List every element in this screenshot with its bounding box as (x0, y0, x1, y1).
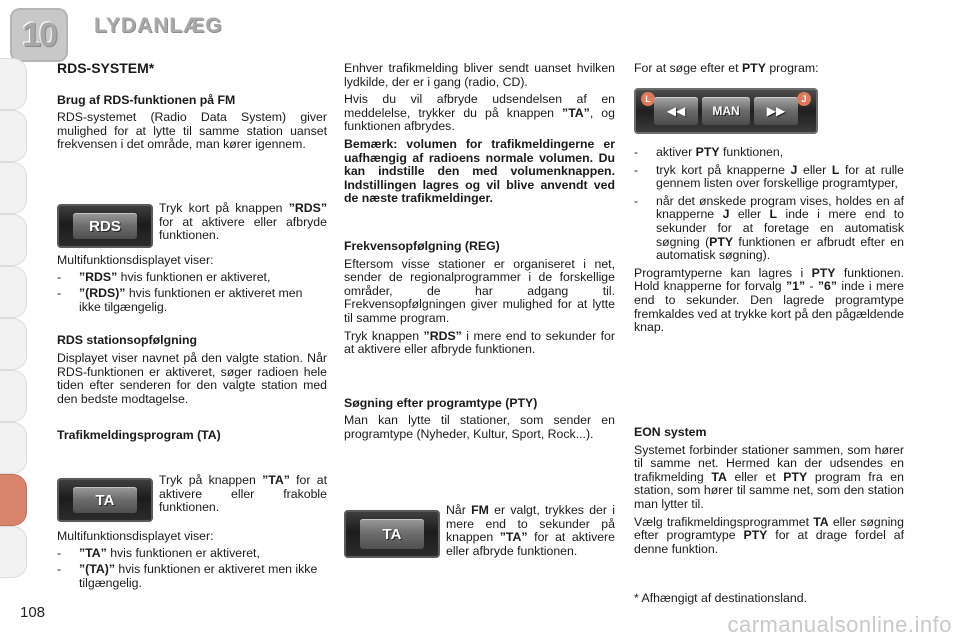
subheading-rds-station: RDS stationsopfølgning (57, 333, 198, 348)
footnote: * Afhængigt af destinationsland. (634, 591, 807, 605)
rewind-icon: ◀◀ (654, 97, 698, 125)
list-item: - når det ønskede program vises, holdes en af knapperne J eller L inde i mere end to sekunder for at foretage en automatisk søgning (PTY funktionen er afbrudt efter en automatisk søgning). (634, 193, 904, 263)
key-label: ”(RDS)” (79, 286, 126, 301)
paragraph: Enhver trafikmelding bliver sendt uanset hvilken lydkilde, der er i gang (radio, CD). (344, 61, 615, 89)
chapter-tab-active[interactable] (0, 474, 27, 526)
chapter-tab[interactable] (0, 214, 27, 266)
key-label: FM (471, 503, 489, 517)
key-label: TA (813, 514, 829, 529)
chapter-tab[interactable] (0, 422, 27, 474)
text: inde i mere end to sekunder. Den lagrede programtype fremkaldes ved at trykke kort på den pågældende knap. (634, 279, 905, 335)
display-intro: Multifunktionsdisplayet viser: (57, 529, 214, 543)
paragraph: Displayet viser navnet på den valgte station. Når RDS-funktionen er aktiveret, søger radioen hele tiden efter senderen for den valgte station med den bedste modtagelse. (57, 350, 327, 406)
paragraph: Eftersom visse stationer er organiseret i net, sender de regionalprogrammer i de forskellige områder, de har adgang til. Frekvensopfølgningen giver mulighed for at lytte til samme program. (344, 256, 615, 325)
key-label: ”RDS” (423, 328, 462, 343)
led-j: J (797, 92, 811, 106)
text: For at søge efter et (634, 61, 742, 75)
eon-section (634, 426, 904, 556)
fm-press-text (446, 504, 615, 558)
page-number: 108 (20, 604, 46, 621)
text: inde i mere end to sekunder for at foretage en automatisk søgning ( (656, 207, 904, 249)
text: for at drage fordel af denne funktion. (634, 528, 904, 556)
column-1-bottom (57, 530, 327, 590)
list-item: - ”(TA)” hvis funktionen er aktiveret men ikke tilgængelig. (57, 562, 318, 590)
ta-button-image (57, 478, 153, 522)
paragraph: Man kan lytte til stationer, som sender en programtype (Nyheder, Kultur, Sport, Rock...). (344, 413, 615, 441)
text: for at rulle gennem listen over forskellige programtyper, (656, 162, 904, 191)
text: Når (446, 503, 472, 517)
column-3 (634, 146, 904, 335)
ta-button-face: TA (73, 487, 137, 513)
paragraph (634, 267, 904, 335)
chapter-tab[interactable] (0, 110, 27, 162)
text: Tryk kort på knappen (159, 201, 289, 215)
key-label: ”TA” (562, 105, 590, 120)
ta-press-text (159, 474, 327, 515)
volume-note: Bemærk: volumen for trafikmeldingerne er uafhængig af radioens normale volumen. Du kan indstille den med volumenknappen. Indstillingen lagres og vil blive anvendt ved de næste trafikmeldinger. (344, 136, 615, 206)
text: for at aktivere eller afbryde funktionen. (446, 530, 615, 558)
text: er valgt, trykkes der i mere end to sekunder på knappen (446, 503, 615, 545)
list-item: - ”RDS” hvis funktionen er aktiveret, (57, 269, 271, 284)
text: Programtyperne kan lagres i (634, 265, 812, 280)
text: hvis funktionen er aktiveret men ikke tilgængelig. (79, 286, 303, 314)
column-1-lower (57, 254, 327, 443)
key-label: ”1” (785, 279, 806, 294)
key-label: J (790, 162, 798, 177)
subheading-pty: Søgning efter programtype (PTY) (344, 395, 538, 410)
text: - (805, 279, 818, 294)
pty-intro (634, 62, 904, 76)
man-button-face: MAN (702, 97, 750, 125)
text: i mere end to sekunder for at aktivere eller afbryde funktionen. (344, 328, 615, 357)
chapter-number: 10 (22, 16, 56, 54)
chapter-tab[interactable] (0, 58, 27, 110)
key-label: ”TA” (79, 545, 107, 560)
chapter-tab[interactable] (0, 526, 27, 578)
key-label: PTY (695, 145, 720, 159)
key-label: ”TA” (499, 530, 528, 545)
forward-icon: ▶▶ (754, 97, 798, 125)
text: tryk kort på knapperne (656, 162, 791, 177)
paragraph (634, 516, 904, 557)
text: eller søgning efter programtype (634, 514, 904, 543)
key-label: PTY (709, 234, 734, 249)
column-1 (57, 62, 327, 152)
text: Vælg trafikmeldingsprogrammet (634, 514, 814, 529)
key-label: PTY (741, 61, 766, 75)
paragraph: RDS-systemet (Radio Data System) giver mulighed for at lytte til samme station uanset frekvensen i det område, man kører igennem. (57, 110, 327, 152)
chapter-tab[interactable] (0, 370, 27, 422)
key-label: PTY (811, 265, 836, 280)
text: Hvis du vil afbryde udsendelsen af en meddelelse, trykker du på knappen (344, 92, 615, 120)
subheading-ta: Trafikmeldingsprogram (TA) (57, 428, 221, 443)
key-label: L (831, 162, 840, 177)
text: hvis funktionen er aktiveret men ikke tilgængelig. (79, 562, 318, 590)
key-label: ”6” (817, 279, 838, 294)
text: aktiver (656, 145, 696, 159)
watermark: carmanualsonline.info (727, 612, 952, 637)
ta-button-face: TA (360, 519, 424, 549)
text: for at aktivere eller afbryde funktionen. (159, 214, 327, 243)
list-item: - tryk kort på knapperne J eller L for at rulle gennem listen over forskellige programtyper, (634, 162, 904, 191)
chapter-tab[interactable] (0, 266, 27, 318)
list-item: - ”(RDS)” hvis funktionen er aktiveret men ikke tilgængelig. (57, 286, 303, 314)
subheading-rds-fm: Brug af RDS-funktionen på FM (57, 92, 236, 107)
text: Tryk knappen (344, 328, 424, 343)
paragraph (344, 93, 615, 134)
list-item: - aktiver PTY funktionen, (634, 145, 784, 159)
list-item: - ”TA” hvis funktionen er aktiveret, (57, 545, 260, 560)
key-label: PTY (743, 528, 768, 543)
text: funktionen. Hold knapperne for forvalg (634, 265, 904, 294)
subheading-eon: EON system (634, 425, 707, 439)
page-title: LYDANLÆG (94, 14, 223, 37)
text: program fra en station, som hører til samme net, som den station man lytter til. (634, 469, 904, 511)
text: hvis funktionen er aktiveret, (117, 269, 271, 284)
text: program: (765, 61, 819, 75)
column-2 (344, 62, 615, 441)
text: Systemet forbinder stationer sammen, som hører til samme net. Hermed kan der udsendes en trafikmelding (634, 442, 904, 484)
text: eller et (726, 469, 784, 484)
chapter-tab[interactable] (0, 318, 27, 370)
paragraph (344, 330, 615, 357)
text: hvis funktionen er aktiveret, (106, 545, 260, 560)
key-label: TA (711, 469, 727, 484)
chapter-tab[interactable] (0, 162, 27, 214)
key-label: ”RDS” (288, 201, 327, 215)
ta-button-image-2 (344, 510, 440, 558)
key-label: J (722, 207, 730, 222)
key-label: ”(TA)” (79, 562, 115, 577)
rds-button-face: RDS (73, 213, 137, 239)
key-label: ”TA” (262, 473, 290, 487)
text: eller (797, 162, 832, 177)
rds-button-image (57, 204, 153, 248)
display-intro: Multifunktionsdisplayet viser: (57, 253, 214, 267)
seek-buttons-image (634, 88, 818, 134)
paragraph (634, 62, 904, 76)
text: , og funktionen afbrydes. (344, 105, 615, 134)
paragraph (634, 444, 904, 512)
rds-press-text (159, 202, 327, 243)
text: for at aktivere eller frakoble funktionen. (159, 473, 327, 515)
led-l: L (641, 92, 655, 106)
text: funktionen, (719, 145, 784, 159)
chapter-badge (10, 8, 68, 62)
key-label: PTY (783, 469, 808, 484)
key-label: L (769, 207, 778, 222)
text: eller (729, 207, 770, 222)
key-label: ”RDS” (79, 269, 118, 284)
text: funktionen er afbrudt efter en automatisk søgning). (656, 234, 904, 263)
text: når det ønskede program vises, holdes en af knapperne (656, 193, 904, 222)
section-title: RDS-SYSTEM* (57, 60, 155, 76)
text: Tryk på knappen (159, 473, 263, 487)
subheading-reg: Frekvensopfølgning (REG) (344, 238, 500, 253)
